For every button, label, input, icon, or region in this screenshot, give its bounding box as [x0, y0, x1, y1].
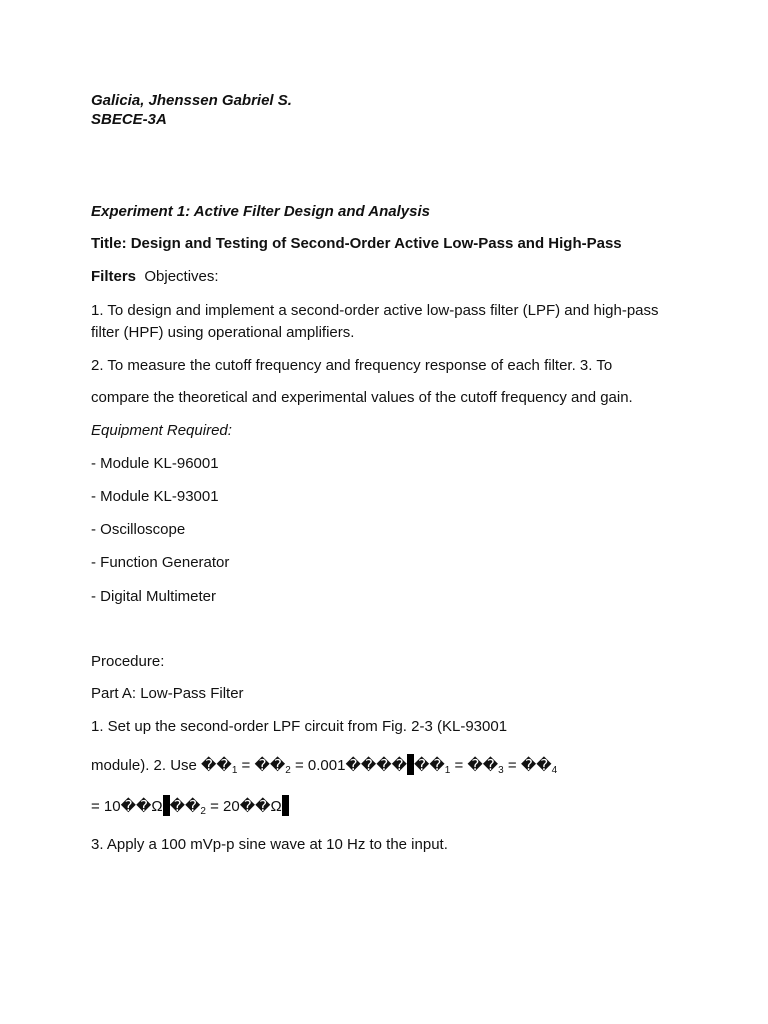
procedure-step-1: 1. Set up the second-order LPF circuit from Fig. 2-3 (KL-93001	[91, 718, 508, 735]
title-line-1: Title: Design and Testing of Second-Order Active Low-Pass and High-Pass	[91, 235, 622, 252]
objectives-label: Objectives:	[144, 268, 219, 285]
resistor-value: = 10��Ω	[91, 798, 163, 815]
black-block-mark	[282, 795, 289, 816]
equipment-heading: Equipment Required:	[91, 422, 232, 439]
equipment-item: - Module KL-93001	[91, 488, 219, 505]
black-block-mark	[163, 795, 170, 816]
procedure-step-2-continued	[91, 795, 289, 818]
subscript: 1	[444, 765, 451, 776]
objective-line-2: filter (HPF) using operational amplifiers.	[91, 324, 355, 341]
objective-line-1: 1. To design and implement a second-order active low-pass filter (LPF) and high-pass	[91, 302, 659, 319]
title-line-2	[91, 266, 219, 288]
equals: =	[450, 757, 468, 774]
procedure-step-3: 3. Apply a 100 mVp-p sine wave at 10 Hz to the input.	[91, 836, 448, 853]
subscript: 2	[285, 765, 291, 776]
objective-line-4: compare the theoretical and experimental values of the cutoff frequency and gain.	[91, 389, 633, 406]
subscript: 3	[498, 765, 504, 776]
equals: =	[237, 757, 255, 774]
resistor-value: = 20��Ω	[205, 798, 282, 815]
glyph-r: ��	[413, 757, 445, 774]
glyph-r: ��	[520, 757, 552, 774]
glyph-c: ��	[201, 757, 232, 774]
objective-line-3: 2. To measure the cutoff frequency and frequency response of each filter. 3. To	[91, 357, 613, 374]
author-section: SBECE-3A	[91, 111, 167, 128]
part-a-heading: Part A: Low-Pass Filter	[91, 685, 244, 702]
equipment-item: - Oscilloscope	[91, 521, 186, 538]
capacitor-value: = 0.001����	[290, 757, 407, 774]
glyph-r: ��	[467, 757, 499, 774]
black-block-mark	[407, 754, 414, 775]
glyph-c: ��	[254, 757, 286, 774]
subscript: 1	[231, 765, 238, 776]
equals: =	[503, 757, 521, 774]
title-filters-word: Filters	[91, 268, 137, 285]
step-2-prefix: module). 2. Use	[91, 757, 202, 774]
equipment-item: - Digital Multimeter	[91, 588, 217, 605]
equipment-item: - Function Generator	[91, 554, 230, 571]
procedure-step-2	[91, 754, 557, 777]
subscript: 4	[551, 765, 558, 776]
procedure-heading: Procedure:	[91, 653, 165, 670]
glyph-r: ��	[169, 798, 201, 815]
subscript: 2	[200, 806, 206, 817]
author-name: Galicia, Jhenssen Gabriel S.	[91, 92, 292, 109]
equipment-item: - Module KL-96001	[91, 455, 219, 472]
experiment-heading: Experiment 1: Active Filter Design and Analysis	[91, 203, 430, 220]
